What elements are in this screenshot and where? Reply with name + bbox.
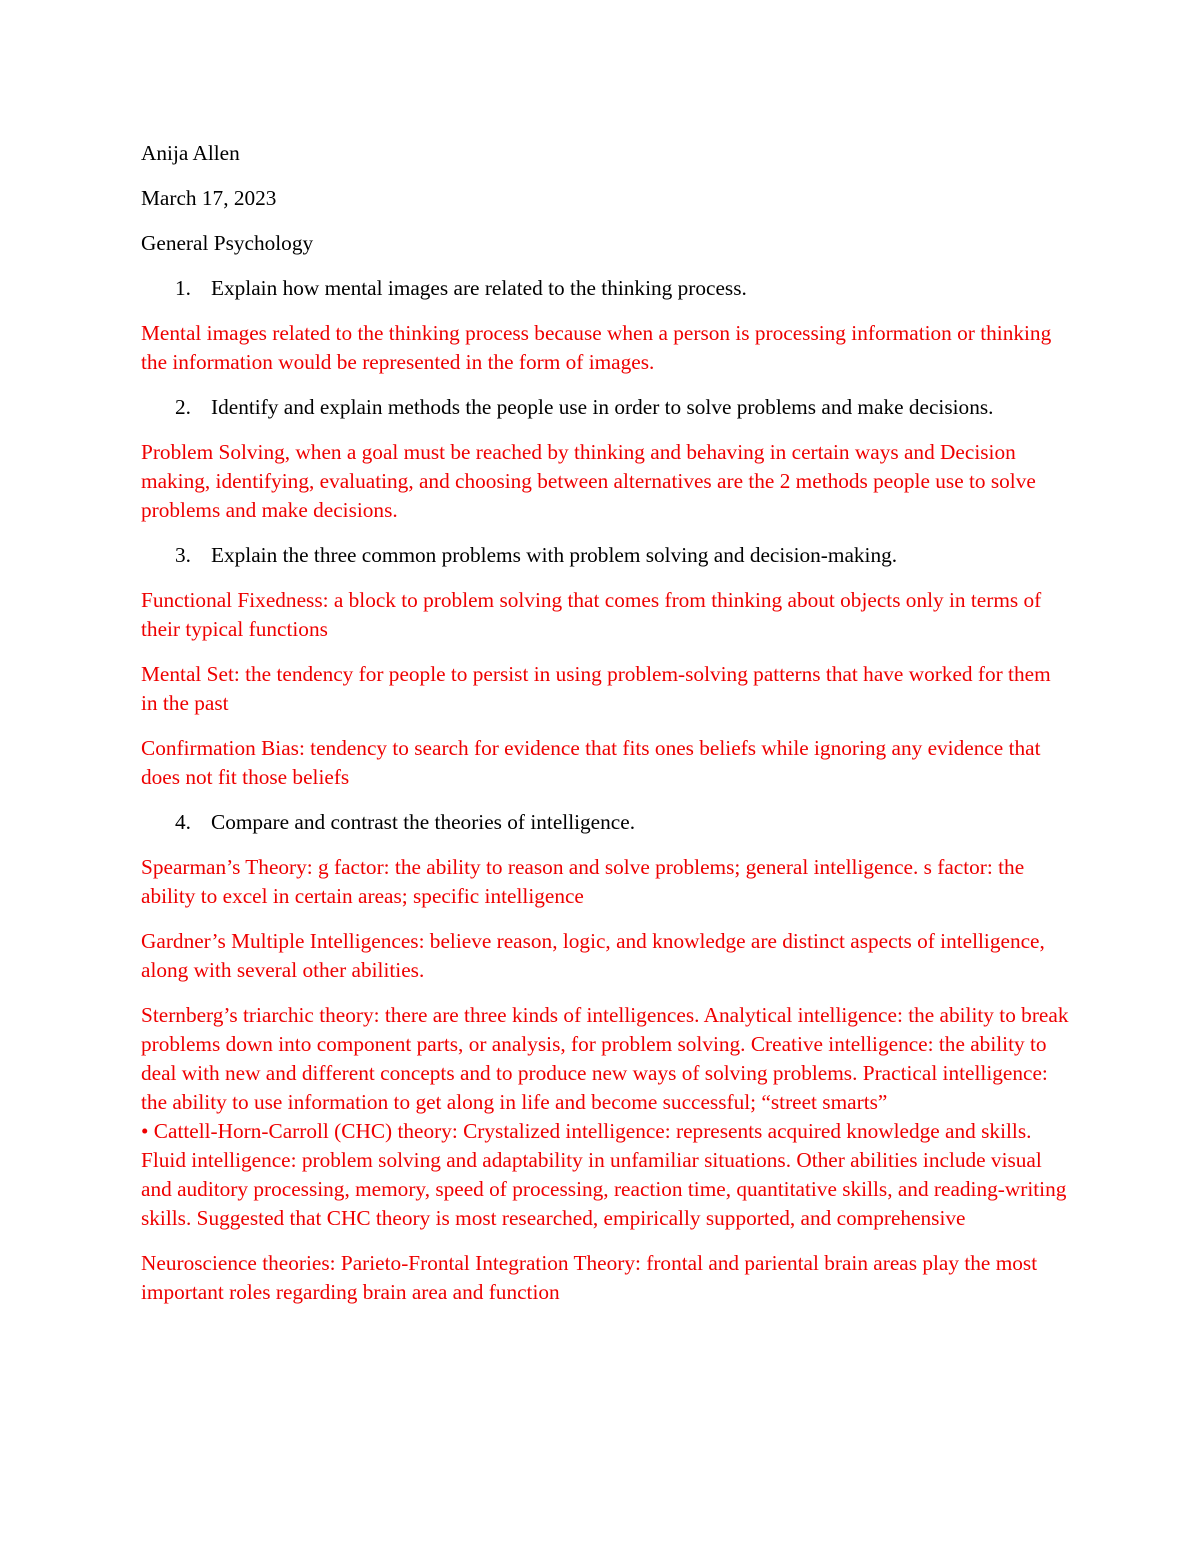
answer-2: Problem Solving, when a goal must be reached by thinking and behaving in certain ways and Decision making, identifying, evaluating, and choosing between alternatives are the 2 methods people use to solve problems and make decisions. (141, 440, 1036, 522)
question-4 (141, 808, 1071, 837)
question-text: Identify and explain methods the people use in order to solve problems and make decisions. (211, 395, 994, 419)
question-number: 1. (175, 276, 191, 300)
question-text: Compare and contrast the theories of intelligence. (211, 810, 636, 834)
author-name: Anija Allen (141, 141, 240, 165)
question-number: 2. (175, 395, 191, 419)
answer-spearman-theory: Spearman’s Theory: g factor: the ability to reason and solve problems; general intelligence. s factor: the ability to excel in certain areas; specific intelligence (141, 855, 1025, 908)
answer-functional-fixedness: Functional Fixedness: a block to problem solving that comes from thinking about objects only in terms of their typical functions (141, 588, 1042, 641)
answer-gardner-theory: Gardner’s Multiple Intelligences: believe reason, logic, and knowledge are distinct aspects of intelligence, along with several other abilities. (141, 929, 1045, 982)
answer-sternberg-theory: Sternberg’s triarchic theory: there are three kinds of intelligences. Analytical intelligence: the ability to break problems down into component parts, or analysis, for problem solving. Creative intelligence: the ability to deal with new and different concepts and to produce new ways of solving problems. Practical intelligence: the ability to use information to get along in life and become successful; “street smarts” (141, 1003, 1069, 1114)
answer-1: Mental images related to the thinking process because when a person is processing information or thinking the information would be represented in the form of images. (141, 321, 1052, 374)
question-number: 4. (175, 810, 191, 834)
question-number: 3. (175, 543, 191, 567)
question-text: Explain the three common problems with problem solving and decision-making. (211, 543, 898, 567)
answer-confirmation-bias: Confirmation Bias: tendency to search for evidence that fits ones beliefs while ignoring any evidence that does not fit those beliefs (141, 736, 1041, 789)
document-date: March 17, 2023 (141, 186, 277, 210)
question-3 (141, 541, 1071, 570)
answer-neuroscience-theories: Neuroscience theories: Parieto-Frontal Integration Theory: frontal and pariental brain areas play the most important roles regarding brain area and function (141, 1251, 1038, 1304)
course-title: General Psychology (141, 231, 314, 255)
answer-chc-theory: • Cattell-Horn-Carroll (CHC) theory: Crystalized intelligence: represents acquired knowledge and skills. Fluid intelligence: problem solving and adaptability in unfamiliar situations. Other abilities include visual and auditory processing, memory, speed of processing, reaction time, quantitative skills, and reading-writing skills. Suggested that CHC theory is most researched, empirically supported, and comprehensive (141, 1119, 1067, 1230)
question-1 (141, 274, 1071, 303)
document-body (141, 139, 1071, 1323)
question-text: Explain how mental images are related to the thinking process. (211, 276, 747, 300)
answer-mental-set: Mental Set: the tendency for people to persist in using problem-solving patterns that have worked for them in the past (141, 662, 1051, 715)
question-2 (141, 393, 1071, 422)
